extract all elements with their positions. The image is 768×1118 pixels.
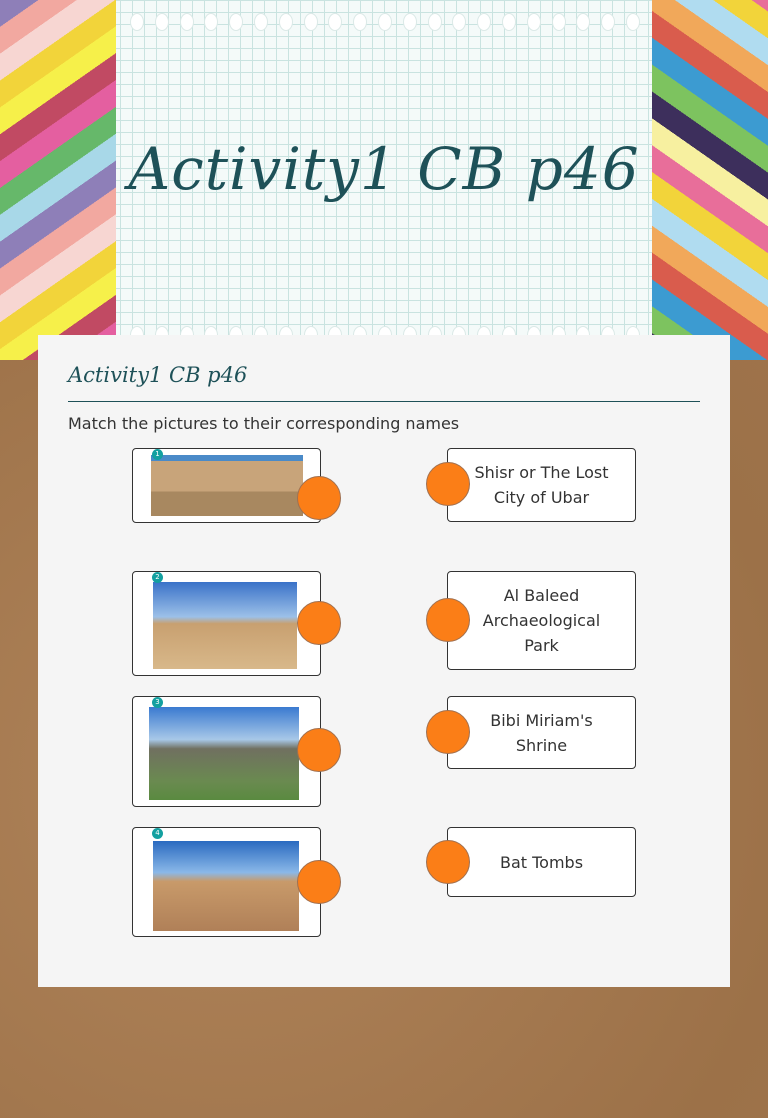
name-label: Bibi Miriam's Shrine — [490, 710, 593, 755]
name-card-1[interactable] — [447, 448, 636, 522]
number-badge: 1 — [152, 449, 163, 460]
activity-title: Activity1 CB p46 — [68, 363, 248, 387]
chevron-decoration-left — [0, 0, 116, 360]
picture-card-4[interactable] — [132, 827, 321, 937]
number-badge: 2 — [152, 572, 163, 583]
picture-card-2[interactable] — [132, 571, 321, 676]
worksheet-card — [38, 335, 730, 987]
match-handle-name-2[interactable] — [426, 598, 470, 642]
match-handle-picture-2[interactable] — [297, 601, 341, 645]
match-handle-name-3[interactable] — [426, 710, 470, 754]
match-handle-name-1[interactable] — [426, 462, 470, 506]
chevron-decoration-right — [652, 0, 768, 360]
notebook-holes — [130, 13, 640, 31]
page-title: Activity1 CB p46 — [128, 135, 640, 203]
name-label: Shisr or The Lost City of Ubar — [474, 463, 609, 507]
match-handle-name-4[interactable] — [426, 840, 470, 884]
park-image — [153, 841, 299, 931]
ruins-image — [151, 455, 303, 516]
picture-card-1[interactable] — [132, 448, 321, 523]
name-label: Al Baleed Archaeological Park — [482, 586, 601, 655]
number-badge: 3 — [152, 697, 163, 708]
header-banner — [0, 0, 768, 360]
name-card-4[interactable] — [447, 827, 636, 897]
divider — [68, 401, 700, 402]
picture-card-3[interactable] — [132, 696, 321, 807]
tombs-image — [149, 707, 299, 800]
instruction-text: Match the pictures to their corresponding names — [68, 414, 460, 433]
number-badge: 4 — [152, 828, 163, 839]
match-handle-picture-4[interactable] — [297, 860, 341, 904]
shrine-image — [153, 582, 297, 669]
name-card-2[interactable] — [447, 571, 636, 670]
name-label: Bat Tombs — [499, 852, 584, 872]
match-handle-picture-1[interactable] — [297, 476, 341, 520]
name-card-3[interactable] — [447, 696, 636, 769]
match-handle-picture-3[interactable] — [297, 728, 341, 772]
